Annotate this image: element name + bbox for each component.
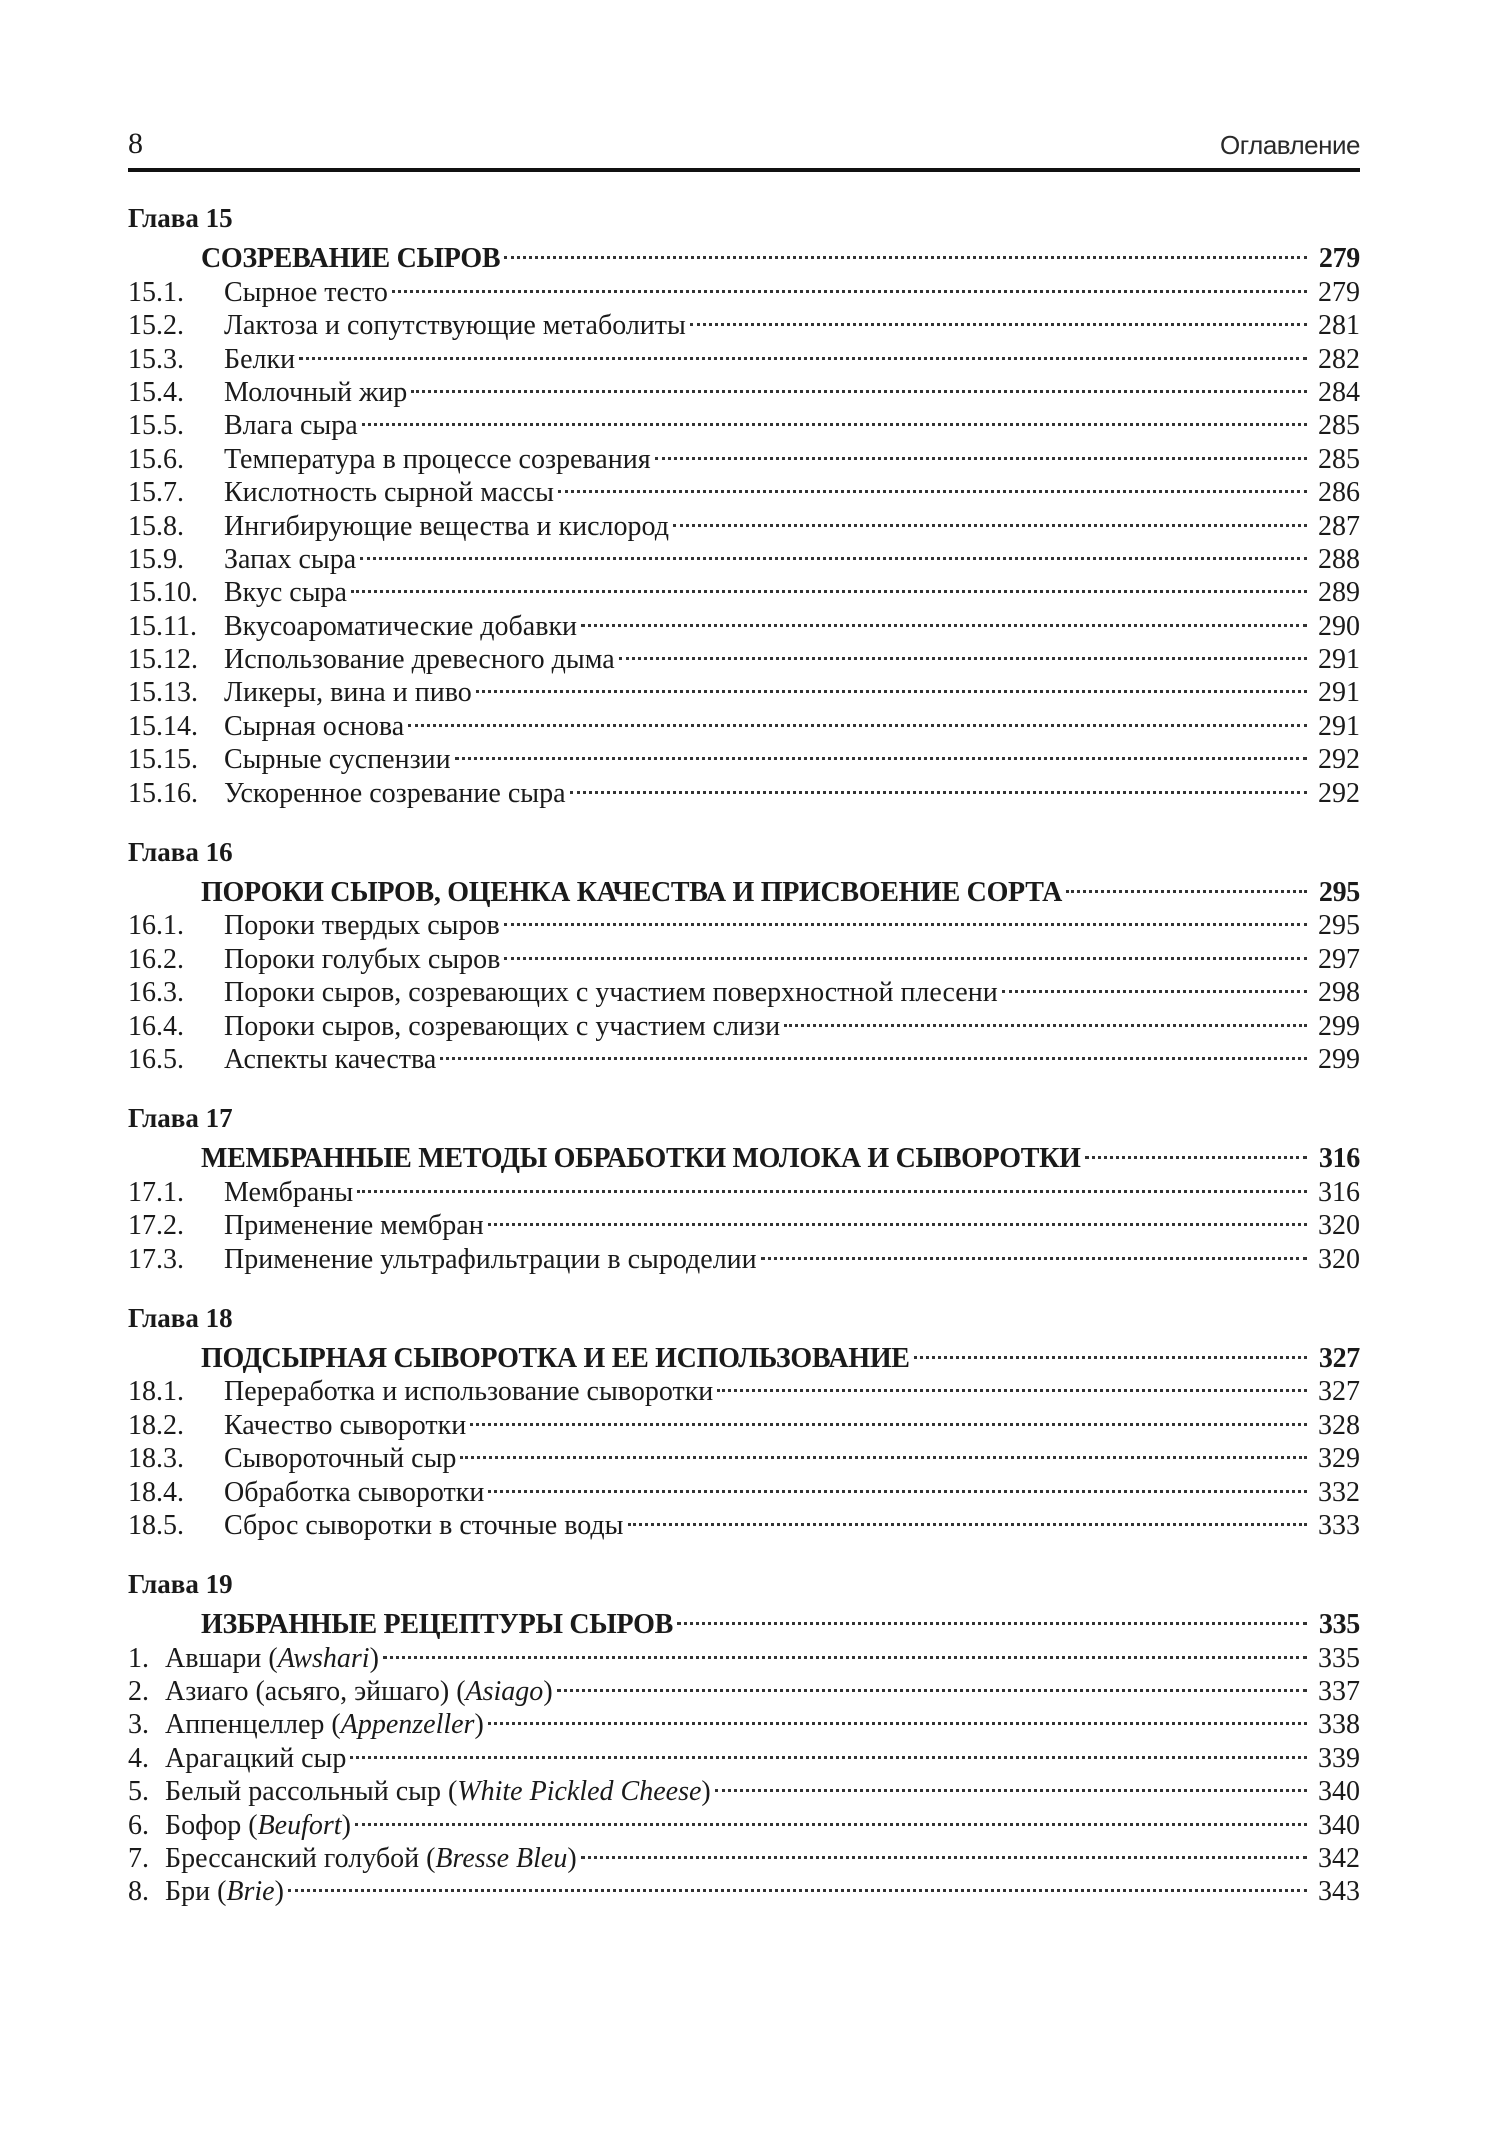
section-number: 15.4. bbox=[128, 376, 184, 408]
dot-leader bbox=[1002, 968, 1307, 1001]
dot-leader bbox=[558, 468, 1307, 501]
section-title-latin: Asiago bbox=[465, 1676, 544, 1708]
section-title-ru: Бри bbox=[165, 1876, 211, 1908]
section-title-ru: Пороки голубых сыров bbox=[224, 943, 501, 975]
dot-leader bbox=[581, 1834, 1307, 1867]
dot-leader bbox=[628, 1501, 1308, 1534]
section-number: 16.2. bbox=[128, 943, 184, 975]
paren-open: ( bbox=[419, 1843, 436, 1875]
section-number: 15.14. bbox=[128, 710, 198, 742]
section-title-latin: Brie bbox=[226, 1876, 275, 1908]
dot-leader bbox=[488, 1700, 1307, 1733]
toc-entry[interactable] bbox=[128, 334, 1360, 375]
dot-leader bbox=[619, 635, 1307, 668]
section-number: 18.2. bbox=[128, 1409, 184, 1441]
page-ref: 288 bbox=[1318, 543, 1360, 575]
section-title-ru: Сывороточный сыр bbox=[224, 1443, 457, 1475]
paren-open: ( bbox=[324, 1709, 341, 1741]
section-number: 15.13. bbox=[128, 677, 198, 709]
section-title-ru: Сырная основа bbox=[224, 710, 405, 742]
page-ref: 291 bbox=[1318, 677, 1360, 709]
section-title-ru: Белки bbox=[224, 343, 296, 375]
page-number: 8 bbox=[128, 127, 143, 160]
section-title bbox=[165, 1875, 284, 1908]
dot-leader bbox=[715, 1767, 1307, 1800]
dot-leader bbox=[1085, 1134, 1307, 1167]
dot-leader bbox=[673, 501, 1307, 534]
page-ref: 338 bbox=[1318, 1709, 1360, 1741]
section-title bbox=[224, 1176, 353, 1209]
section-title-ru: Сырные суспензии bbox=[224, 744, 451, 776]
section-number: 7. bbox=[128, 1843, 149, 1875]
toc-entry[interactable] bbox=[128, 1867, 1360, 1908]
page-ref: 279 bbox=[1318, 243, 1360, 275]
chapter-title-row[interactable] bbox=[128, 868, 1360, 909]
page-ref: 337 bbox=[1318, 1676, 1360, 1708]
section-title-ru: Молочный жир bbox=[224, 376, 408, 408]
dot-leader bbox=[476, 668, 1307, 701]
page-header bbox=[128, 126, 1360, 166]
dot-leader bbox=[383, 1633, 1307, 1666]
section-number: 17.2. bbox=[128, 1210, 184, 1242]
section-title bbox=[224, 476, 554, 509]
page-ref: 291 bbox=[1318, 644, 1360, 676]
running-title: Оглавление bbox=[1220, 130, 1360, 160]
dot-leader bbox=[299, 334, 1307, 367]
section-title-ru: Пороки сыров, созревающих с участием поверхностной плесени bbox=[224, 977, 998, 1009]
section-number: 15.16. bbox=[128, 777, 198, 809]
section-number: 15.1. bbox=[128, 276, 184, 308]
paren-open: ( bbox=[241, 1809, 258, 1841]
dot-leader bbox=[488, 1467, 1307, 1500]
dot-leader bbox=[392, 267, 1307, 300]
paren-close: ) bbox=[474, 1709, 484, 1741]
page-ref: 297 bbox=[1318, 943, 1360, 975]
dot-leader bbox=[357, 1167, 1307, 1200]
page-ref: 316 bbox=[1318, 1143, 1360, 1175]
page-ref: 335 bbox=[1318, 1642, 1360, 1674]
section-title-ru: Вкус сыра bbox=[224, 577, 347, 609]
page-ref: 282 bbox=[1318, 343, 1360, 375]
section-number: 18.4. bbox=[128, 1476, 184, 1508]
toc-entry[interactable] bbox=[128, 368, 1360, 408]
section-title bbox=[224, 409, 358, 442]
paren-close: ) bbox=[369, 1642, 379, 1674]
chapter-label: Глава 16 bbox=[128, 836, 233, 867]
paren-close: ) bbox=[701, 1776, 711, 1808]
dot-leader bbox=[581, 601, 1307, 634]
section-title-ru: Пороки твердых сыров bbox=[224, 910, 500, 942]
section-number: 5. bbox=[128, 1776, 149, 1808]
table-of-contents bbox=[128, 202, 1360, 1934]
section-title-ru: Качество сыворотки bbox=[224, 1409, 467, 1441]
page-ref: 285 bbox=[1318, 410, 1360, 442]
chapter-title-row[interactable] bbox=[128, 1134, 1360, 1175]
chapter-title-row[interactable] bbox=[128, 234, 1360, 275]
paren-close: ) bbox=[567, 1843, 577, 1875]
page-ref: 339 bbox=[1318, 1742, 1360, 1774]
page-ref: 299 bbox=[1318, 1043, 1360, 1075]
section-title-ru: Азиаго (асьяго, эйшаго) bbox=[165, 1676, 450, 1708]
dot-leader bbox=[488, 1201, 1307, 1234]
page-ref: 343 bbox=[1318, 1876, 1360, 1908]
paren-close: ) bbox=[543, 1676, 553, 1708]
dot-leader bbox=[504, 234, 1307, 267]
section-title-ru: Арагацкий сыр bbox=[165, 1742, 347, 1774]
section-title-ru: Влага сыра bbox=[224, 410, 358, 442]
section-number: 4. bbox=[128, 1742, 149, 1774]
chapter bbox=[128, 1302, 1360, 1541]
section-title-ru: Температура в процессе созревания bbox=[224, 443, 651, 475]
section-title-ru: Бофор bbox=[165, 1809, 242, 1841]
section-title bbox=[224, 1409, 466, 1442]
chapter-label: Глава 18 bbox=[128, 1302, 233, 1333]
page-ref: 327 bbox=[1318, 1342, 1360, 1374]
dot-leader bbox=[655, 434, 1307, 467]
section-title-ru: Брессанский голубой bbox=[165, 1843, 420, 1875]
section-title-ru: Использование древесного дыма bbox=[224, 644, 615, 676]
paren-open: ( bbox=[210, 1876, 227, 1908]
chapter bbox=[128, 202, 1360, 809]
paren-close: ) bbox=[341, 1809, 351, 1841]
dot-leader bbox=[411, 368, 1307, 401]
section-title bbox=[224, 1442, 456, 1475]
section-title-ru: Ингибирующие вещества и кислород bbox=[224, 510, 669, 542]
dot-leader bbox=[351, 568, 1307, 601]
dot-leader bbox=[362, 401, 1307, 434]
section-title-ru: Ликеры, вина и пиво bbox=[224, 677, 472, 709]
chapter-title: МЕМБРАННЫЕ МЕТОДЫ ОБРАБОТКИ МОЛОКА И СЫВОРОТКИ bbox=[201, 1143, 1081, 1175]
page-ref: 291 bbox=[1318, 710, 1360, 742]
chapter-title: ПОРОКИ СЫРОВ, ОЦЕНКА КАЧЕСТВА И ПРИСВОЕНИЕ СОРТА bbox=[201, 877, 1063, 909]
section-title-ru: Мембраны bbox=[224, 1176, 354, 1208]
section-number: 15.2. bbox=[128, 310, 184, 342]
section-title bbox=[165, 1809, 351, 1842]
section-title bbox=[224, 1043, 436, 1076]
page-ref: 340 bbox=[1318, 1776, 1360, 1808]
chapter bbox=[128, 1568, 1360, 1908]
page-ref: 332 bbox=[1318, 1476, 1360, 1508]
section-number: 15.6. bbox=[128, 443, 184, 475]
section-title-ru: Обработка сыворотки bbox=[224, 1476, 485, 1508]
chapter-title: ИЗБРАННЫЕ РЕЦЕПТУРЫ СЫРОВ bbox=[201, 1609, 673, 1641]
page-ref: 292 bbox=[1318, 744, 1360, 776]
section-number: 16.5. bbox=[128, 1043, 184, 1075]
section-number: 17.1. bbox=[128, 1176, 184, 1208]
section-title-ru: Запах сыра bbox=[224, 543, 357, 575]
dot-leader bbox=[360, 535, 1307, 568]
dot-leader bbox=[470, 1400, 1307, 1433]
section-number: 18.1. bbox=[128, 1376, 184, 1408]
section-number: 15.10. bbox=[128, 577, 198, 609]
section-title bbox=[224, 1509, 624, 1542]
section-title bbox=[224, 909, 500, 942]
section-title bbox=[224, 710, 404, 743]
section-title bbox=[224, 576, 347, 609]
section-title-ru: Аспекты качества bbox=[224, 1043, 437, 1075]
page-ref: 320 bbox=[1318, 1210, 1360, 1242]
page-ref: 295 bbox=[1318, 877, 1360, 909]
dot-leader bbox=[408, 701, 1307, 734]
dot-leader bbox=[1066, 868, 1307, 901]
page-ref: 298 bbox=[1318, 977, 1360, 1009]
section-title bbox=[224, 543, 356, 576]
dot-leader bbox=[355, 1800, 1307, 1833]
section-title bbox=[224, 610, 577, 643]
dot-leader bbox=[557, 1667, 1307, 1700]
paren-open: ( bbox=[261, 1642, 278, 1674]
section-title-ru: Вкусоароматические добавки bbox=[224, 610, 578, 642]
dot-leader bbox=[350, 1733, 1307, 1766]
section-number: 15.12. bbox=[128, 644, 198, 676]
page-ref: 335 bbox=[1318, 1609, 1360, 1641]
section-title-ru: Авшари bbox=[165, 1642, 262, 1674]
chapter-label: Глава 15 bbox=[128, 203, 233, 233]
page-ref: 292 bbox=[1318, 777, 1360, 809]
section-title bbox=[224, 943, 500, 976]
section-title bbox=[224, 743, 451, 776]
section-title bbox=[165, 1642, 379, 1675]
section-number: 18.5. bbox=[128, 1509, 184, 1541]
dot-leader bbox=[440, 1035, 1307, 1068]
page-ref: 329 bbox=[1318, 1443, 1360, 1475]
section-number: 15.9. bbox=[128, 543, 184, 575]
section-title bbox=[224, 343, 295, 376]
page-ref: 281 bbox=[1318, 310, 1360, 342]
section-title bbox=[224, 1209, 484, 1242]
page-ref: 328 bbox=[1318, 1409, 1360, 1441]
section-number: 16.1. bbox=[128, 910, 184, 942]
chapter bbox=[128, 1102, 1360, 1275]
section-title-ru: Сброс сыворотки в сточные воды bbox=[224, 1509, 624, 1541]
section-title-latin: Beufort bbox=[257, 1809, 342, 1841]
dot-leader bbox=[761, 1234, 1307, 1267]
header-rule bbox=[128, 168, 1360, 172]
page-ref: 285 bbox=[1318, 443, 1360, 475]
paren-close: ) bbox=[274, 1876, 284, 1908]
section-title-ru: Пороки сыров, созревающих с участием слизи bbox=[224, 1010, 781, 1042]
chapter-title: ПОДСЫРНАЯ СЫВОРОТКА И ЕЕ ИСПОЛЬЗОВАНИЕ bbox=[201, 1342, 910, 1374]
section-number: 15.3. bbox=[128, 343, 184, 375]
section-title-ru: Кислотность сырной массы bbox=[224, 477, 554, 509]
section-number: 16.3. bbox=[128, 977, 184, 1009]
paren-open: ( bbox=[449, 1676, 466, 1708]
section-number: 1. bbox=[128, 1642, 149, 1674]
section-number: 15.7. bbox=[128, 477, 184, 509]
section-number: 15.5. bbox=[128, 410, 184, 442]
dot-leader bbox=[717, 1367, 1307, 1400]
section-title-ru: Аппенцеллер bbox=[165, 1709, 325, 1741]
section-title-ru: Сырное тесто bbox=[224, 276, 388, 308]
section-title-ru: Применение мембран bbox=[224, 1210, 484, 1242]
section-number: 16.4. bbox=[128, 1010, 184, 1042]
section-number: 2. bbox=[128, 1676, 149, 1708]
paren-open: ( bbox=[440, 1776, 458, 1808]
section-number: 15.8. bbox=[128, 510, 184, 542]
section-title bbox=[224, 1476, 484, 1509]
section-number: 3. bbox=[128, 1709, 149, 1741]
chapter-title-row[interactable] bbox=[128, 1600, 1360, 1641]
dot-leader bbox=[455, 735, 1307, 768]
page-ref: 286 bbox=[1318, 477, 1360, 509]
chapter-title-row[interactable] bbox=[128, 1334, 1360, 1374]
page-ref: 284 bbox=[1318, 376, 1360, 408]
dot-leader bbox=[504, 934, 1307, 967]
section-title-ru: Белый рассольный сыр bbox=[165, 1776, 441, 1808]
dot-leader bbox=[914, 1334, 1307, 1367]
section-title bbox=[165, 1742, 346, 1775]
section-title bbox=[224, 777, 566, 810]
page-ref: 340 bbox=[1318, 1809, 1360, 1841]
page-ref: 289 bbox=[1318, 577, 1360, 609]
section-title-latin: Appenzeller bbox=[340, 1709, 475, 1741]
section-number: 15.11. bbox=[128, 610, 197, 642]
chapter-label: Глава 19 bbox=[128, 1568, 233, 1599]
dot-leader bbox=[504, 901, 1307, 934]
dot-leader bbox=[570, 768, 1308, 801]
dot-leader bbox=[460, 1434, 1307, 1467]
section-number: 15.15. bbox=[128, 744, 198, 776]
section-number: 17.3. bbox=[128, 1243, 184, 1275]
page-ref: 316 bbox=[1318, 1176, 1360, 1208]
dot-leader bbox=[690, 301, 1307, 334]
dot-leader bbox=[288, 1867, 1307, 1900]
dot-leader bbox=[784, 1001, 1307, 1034]
page-ref: 290 bbox=[1318, 610, 1360, 642]
chapter-title: СОЗРЕВАНИЕ СЫРОВ bbox=[201, 243, 501, 275]
page-ref: 320 bbox=[1318, 1243, 1360, 1275]
section-title bbox=[224, 1243, 757, 1276]
section-title-ru: Применение ультрафильтрации в сыроделии bbox=[224, 1243, 757, 1275]
section-title-latin: Awshari bbox=[277, 1642, 370, 1674]
page-ref: 327 bbox=[1318, 1376, 1360, 1408]
section-number: 6. bbox=[128, 1809, 149, 1841]
page-ref: 333 bbox=[1318, 1509, 1360, 1541]
section-number: 8. bbox=[128, 1876, 149, 1908]
page-ref: 295 bbox=[1318, 910, 1360, 942]
page-ref: 342 bbox=[1318, 1843, 1360, 1875]
section-number: 18.3. bbox=[128, 1443, 184, 1475]
section-title-latin: Bresse Bleu bbox=[435, 1843, 568, 1875]
page-ref: 299 bbox=[1318, 1010, 1360, 1042]
page-ref: 287 bbox=[1318, 510, 1360, 542]
dot-leader bbox=[677, 1600, 1307, 1633]
section-title-ru: Лактоза и сопутствующие метаболиты bbox=[224, 310, 686, 342]
section-title-ru: Переработка и использование сыворотки bbox=[224, 1376, 714, 1408]
section-title-ru: Ускоренное созревание сыра bbox=[224, 777, 566, 809]
section-title bbox=[224, 276, 388, 309]
chapter-label: Глава 17 bbox=[128, 1102, 233, 1133]
page-ref: 279 bbox=[1318, 276, 1360, 308]
section-title-latin: White Pickled Cheese bbox=[457, 1776, 702, 1808]
chapter bbox=[128, 836, 1360, 1075]
